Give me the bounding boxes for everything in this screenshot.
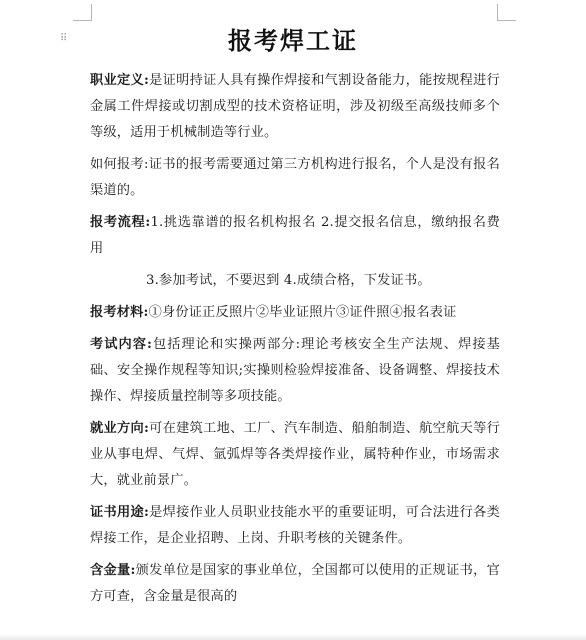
drag-handle-icon[interactable]: ⠿ — [60, 33, 69, 44]
document-title[interactable]: 报考焊工证 — [228, 26, 358, 55]
section-label: 考试内容: — [90, 337, 153, 352]
section-value — [90, 558, 500, 610]
section-materials — [90, 300, 500, 326]
page-corner-mark-left — [73, 4, 92, 21]
section-text: 是焊接作业人员职业技能水平的重要证明，可合法进行各类焊接工作，是企业招聘、上岗、升职考核的关键条件。 — [90, 505, 500, 546]
section-certificate-use — [90, 500, 500, 552]
section-exam-content — [90, 332, 500, 410]
section-how-to-apply — [90, 152, 500, 204]
section-label: 证书用途: — [90, 505, 150, 520]
section-label: 报考流程: — [90, 215, 151, 230]
section-text: 如何报考:证书的报考需要通过第三方机构进行报名，个人是没有报名渠道的。 — [90, 157, 500, 198]
page-bottom-edge — [0, 634, 586, 640]
section-employment — [90, 416, 500, 494]
section-text: 颁发单位是国家的事业单位，全国都可以使用的正规证书，官方可查，含金量是很高的 — [90, 563, 500, 604]
section-text: 是证明持证人具有操作焊接和气割设备能力，能按规程进行金属工件焊接或切割成型的技术资格证明，涉及初级至高级技师多个等级，适用于机械制造等行业。 — [90, 73, 500, 140]
section-text: 1.挑选靠谱的报名机构报名 2.提交报名信息，缴纳报名费用 — [90, 215, 500, 256]
section-definition — [90, 68, 500, 146]
section-text: 包括理论和实操两部分:理论考核安全生产法规、焊接基础、安全操作规程等知识;实操则检验焊接准备、设备调整、焊接技术操作、焊接质量控制等多项技能。 — [90, 337, 500, 404]
section-label: 职业定义: — [90, 73, 150, 88]
document-body[interactable] — [90, 68, 500, 616]
section-label: 报考材料: — [90, 305, 149, 320]
section-process — [90, 210, 500, 262]
section-text: 可在建筑工地、工厂、汽车制造、船舶制造、航空航天等行业从事电焊、气焊、氩弧焊等各类焊接作业，属特种作业，市场需求大，就业前景广。 — [90, 421, 500, 488]
section-process-continuation — [90, 268, 500, 294]
section-label: 含金量: — [90, 563, 136, 578]
section-text: 3.参加考试，不要迟到 4.成绩合格，下发证书。 — [146, 273, 431, 288]
section-label: 就业方向: — [90, 421, 150, 436]
section-text: ①身份证正反照片②毕业证照片③证件照④报名表证 — [148, 305, 457, 320]
page-corner-mark-right — [497, 4, 516, 21]
